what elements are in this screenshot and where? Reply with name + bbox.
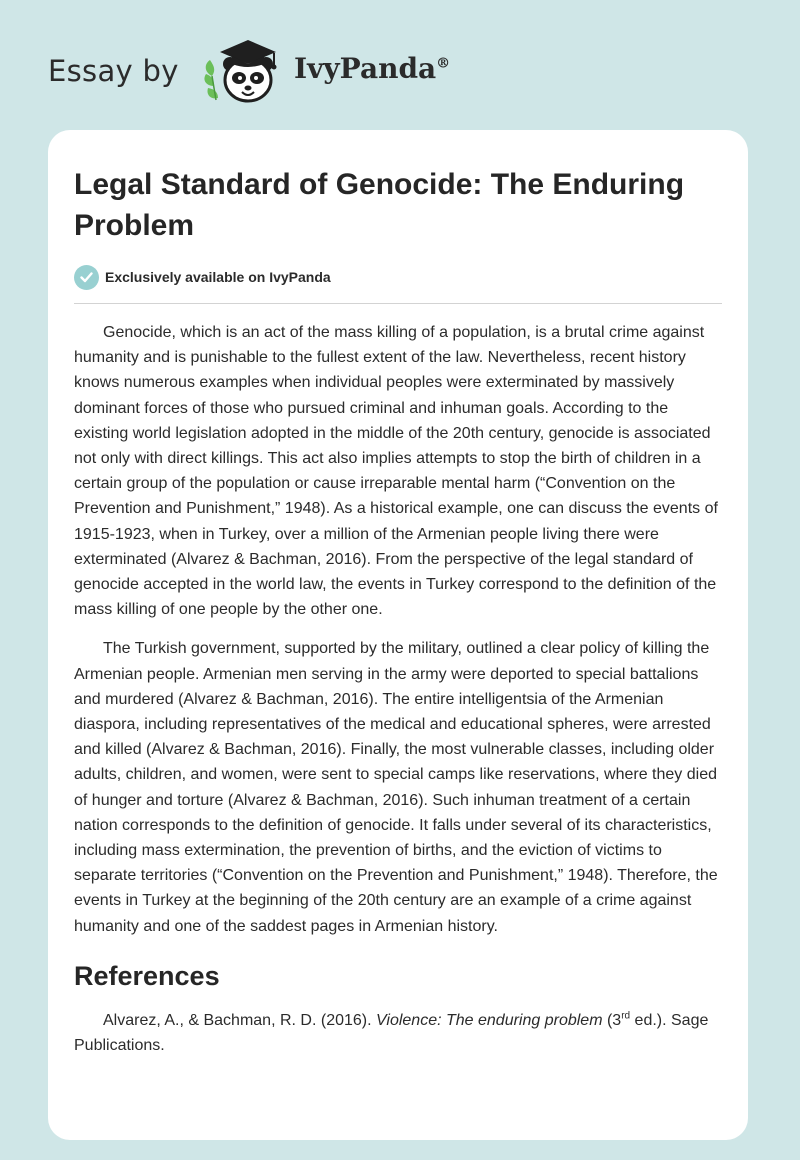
exclusive-label: Exclusively available on IvyPanda (105, 269, 331, 285)
panda-logo-icon[interactable] (200, 34, 290, 106)
references-heading: References (74, 960, 220, 991)
body-paragraph-1: Genocide, which is an act of the mass killing of a population, is a brutal crime against humanity and is punishable to the fullest extent of the law. Nevertheless, recent history knows numerous examples when individual peoples were exterminated by massively dominant forces of those who pursued criminal and inhuman goals. According to the existing world legislation adopted in the middle of the 20th century, genocide is associated not only with direct killings. This act also implies attempts to stop the birth of children in a certain group of the population or cause irreparable mental harm (“Convention on the Prevention and Punishment,” 1948). As a historical example, one can discuss the events of 1915-1923, when in Turkey, over a million of the Armenian people living there were exterminated (Alvarez & Bachman, 2016). From the perspective of the legal standard of genocide accepted in the world law, the events in Turkey correspond to the definition of the mass killing of one people by the other one. (74, 324, 718, 619)
brand-name[interactable] (294, 52, 450, 85)
divider (74, 303, 722, 304)
reference-authors: Alvarez, A., & Bachman, R. D. (2016). (103, 1011, 376, 1029)
panda-logo-graphic (200, 34, 290, 106)
essay-title: Legal Standard of Genocide: The Enduring Problem (74, 168, 685, 242)
site-header (48, 34, 508, 106)
reference-publisher: ed.). Sage Publications. (74, 1011, 709, 1055)
reference-book-title: Violence: The enduring problem (376, 1011, 603, 1029)
registered-mark: ® (436, 55, 451, 72)
essay-body (74, 320, 724, 1058)
reference-edition-suffix: rd (621, 1010, 631, 1022)
check-badge-icon (74, 265, 99, 290)
reference-entry (74, 1008, 724, 1058)
essay-card (48, 130, 748, 1140)
brand-name-text: IvyPanda (294, 52, 437, 85)
check-mark-glyph (80, 272, 93, 283)
body-paragraph-2: The Turkish government, supported by the military, outlined a clear policy of killing the Armenian people. Armenian men serving in the army were deported to special battalions and murdered (Alvarez & Bachman, 2016). The entire intelligentsia of the Armenian diaspora, including representatives of the medical and educational spheres, were arrested and killed (Alvarez & Bachman, 2016). Finally, the most vulnerable classes, including older adults, children, and women, were sent to special camps like reservations, where they died of hunger and torture (Alvarez & Bachman, 2016). Such inhuman treatment of a certain nation corresponds to the definition of genocide. It falls under several of its characteristics, including mass extermination, the prevention of births, and the eviction of victims to separate territories (“Convention on the Prevention and Punishment,” 1948). Therefore, the events in Turkey at the beginning of the 20th century are an example of a crime against humanity and one of the saddest pages in Armenian history. (74, 640, 718, 935)
reference-edition-open: (3 (602, 1011, 622, 1029)
exclusive-badge (74, 264, 331, 290)
brand-prefix: Essay by (48, 54, 179, 88)
